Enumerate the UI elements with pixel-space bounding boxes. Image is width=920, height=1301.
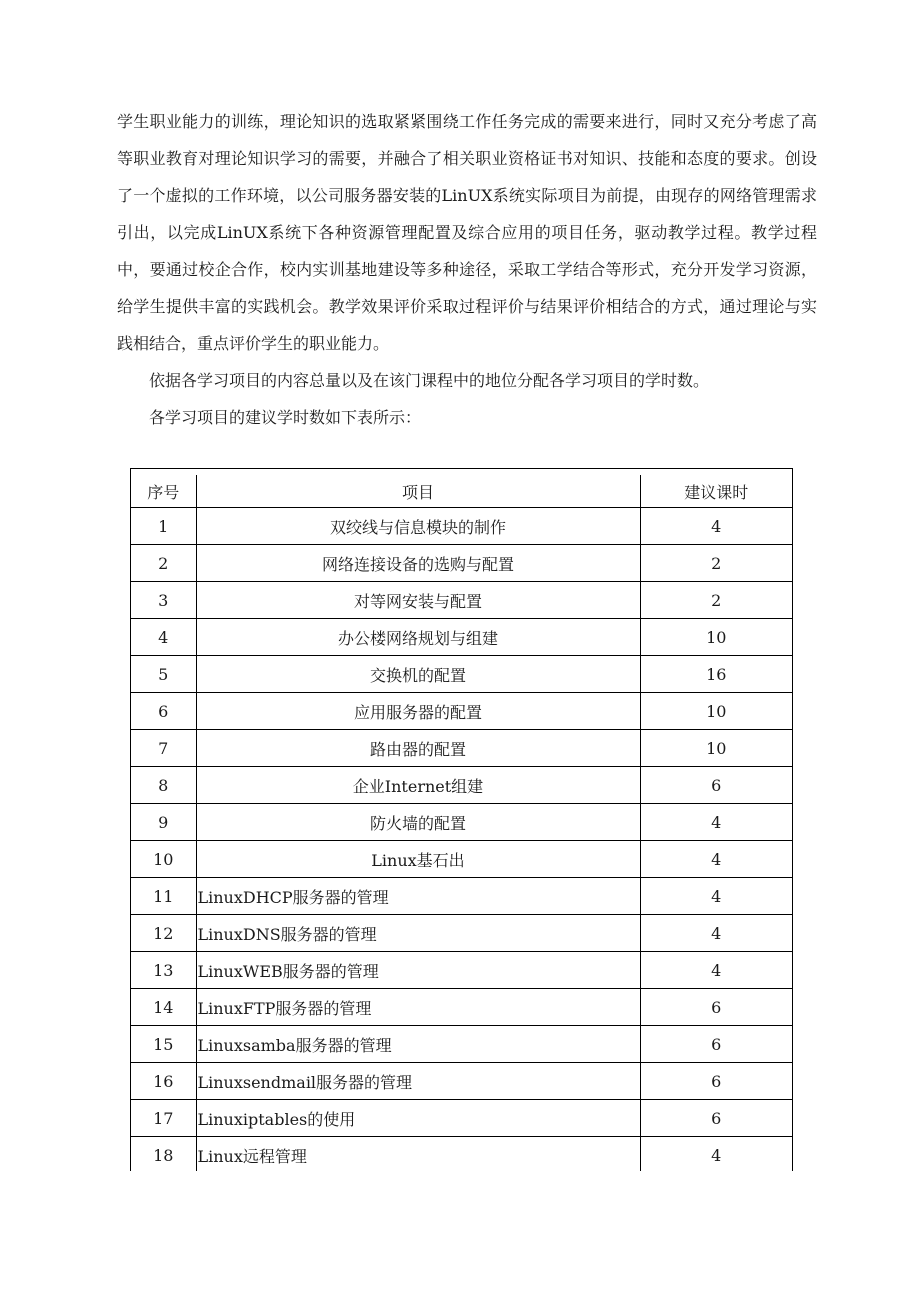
table-row	[131, 1100, 792, 1137]
table-row	[131, 656, 792, 693]
row-hours: 4	[640, 878, 792, 915]
row-num: 5	[131, 656, 196, 693]
row-name: LinuxWEB服务器的管理	[196, 952, 640, 989]
row-hours: 10	[640, 730, 792, 767]
hours-table-container	[130, 468, 793, 1171]
row-hours: 4	[640, 1137, 792, 1172]
table-row	[131, 952, 792, 989]
table-row	[131, 878, 792, 915]
row-hours: 4	[640, 508, 792, 545]
row-name: 防火墙的配置	[196, 804, 640, 841]
row-name: LinuxDNS服务器的管理	[196, 915, 640, 952]
row-hours: 4	[640, 915, 792, 952]
row-hours: 6	[640, 767, 792, 804]
row-num: 3	[131, 582, 196, 619]
header-hours: 建议课时	[640, 475, 792, 508]
row-num: 6	[131, 693, 196, 730]
row-name: 办公楼网络规划与组建	[196, 619, 640, 656]
row-name: 交换机的配置	[196, 656, 640, 693]
row-num: 10	[131, 841, 196, 878]
row-name: Linux基石出	[196, 841, 640, 878]
row-num: 18	[131, 1137, 196, 1172]
row-name: Linux远程管理	[196, 1137, 640, 1172]
row-num: 8	[131, 767, 196, 804]
row-hours: 6	[640, 989, 792, 1026]
row-hours: 6	[640, 1026, 792, 1063]
row-name: LinuxDHCP服务器的管理	[196, 878, 640, 915]
row-num: 2	[131, 545, 196, 582]
row-num: 1	[131, 508, 196, 545]
row-hours: 10	[640, 693, 792, 730]
row-hours: 4	[640, 952, 792, 989]
row-hours: 6	[640, 1100, 792, 1137]
row-hours: 6	[640, 1063, 792, 1100]
paragraph-hours-allocation: 依据各学习项目的内容总量以及在该门课程中的地位分配各学习项目的学时数。	[149, 371, 710, 390]
row-hours: 10	[640, 619, 792, 656]
row-name: 企业Internet组建	[196, 767, 640, 804]
table-row	[131, 1026, 792, 1063]
header-name: 项目	[196, 475, 640, 508]
table-row	[131, 1137, 792, 1172]
row-num: 14	[131, 989, 196, 1026]
paragraph-training: 学生职业能力的训练，理论知识的选取紧紧围绕工作任务完成的需要来进行，同时又充分考虑了高等职业教育对理论知识学习的需要，并融合了相关职业资格证书对知识、技能和态度的要求。创设了一个虚拟的工作环境，以公司服务器安装的LinUX系统实际项目为前提，由现存的网络管理需求引出，以完成LinUX系统下各种资源管理配置及综合应用的项目任务，驱动教学过程。教学过程中，要通过校企合作，校内实训基地建设等多种途径，采取工学结合等形式，充分开发学习资源，给学生提供丰富的实践机会。教学效果评价采取过程评价与结果评价相结合的方式，通过理论与实践相结合，重点评价学生的职业能力。	[117, 112, 817, 353]
row-hours: 2	[640, 582, 792, 619]
row-name: Linuxiptables的使用	[196, 1100, 640, 1137]
table-row	[131, 767, 792, 804]
table-row	[131, 1063, 792, 1100]
row-num: 4	[131, 619, 196, 656]
table-header-row	[131, 475, 792, 508]
table-row	[131, 989, 792, 1026]
body-text	[117, 103, 817, 436]
table-row	[131, 841, 792, 878]
row-num: 9	[131, 804, 196, 841]
table-row	[131, 545, 792, 582]
row-name: LinuxFTP服务器的管理	[196, 989, 640, 1026]
row-name: 对等网安装与配置	[196, 582, 640, 619]
row-num: 11	[131, 878, 196, 915]
row-hours: 16	[640, 656, 792, 693]
table-row	[131, 915, 792, 952]
row-name: Linuxsamba服务器的管理	[196, 1026, 640, 1063]
row-num: 15	[131, 1026, 196, 1063]
hours-table	[131, 475, 792, 1171]
row-num: 13	[131, 952, 196, 989]
paragraph-table-intro: 各学习项目的建议学时数如下表所示：	[149, 408, 422, 427]
table-row	[131, 508, 792, 545]
table-row	[131, 804, 792, 841]
row-num: 17	[131, 1100, 196, 1137]
row-name: Linuxsendmail服务器的管理	[196, 1063, 640, 1100]
row-name: 路由器的配置	[196, 730, 640, 767]
row-num: 16	[131, 1063, 196, 1100]
row-name: 网络连接设备的选购与配置	[196, 545, 640, 582]
row-num: 12	[131, 915, 196, 952]
table-row	[131, 730, 792, 767]
row-name: 应用服务器的配置	[196, 693, 640, 730]
row-hours: 2	[640, 545, 792, 582]
table-row	[131, 619, 792, 656]
table-row	[131, 582, 792, 619]
row-hours: 4	[640, 804, 792, 841]
row-name: 双绞线与信息模块的制作	[196, 508, 640, 545]
row-hours: 4	[640, 841, 792, 878]
row-num: 7	[131, 730, 196, 767]
header-num: 序号	[131, 475, 196, 508]
table-row	[131, 693, 792, 730]
